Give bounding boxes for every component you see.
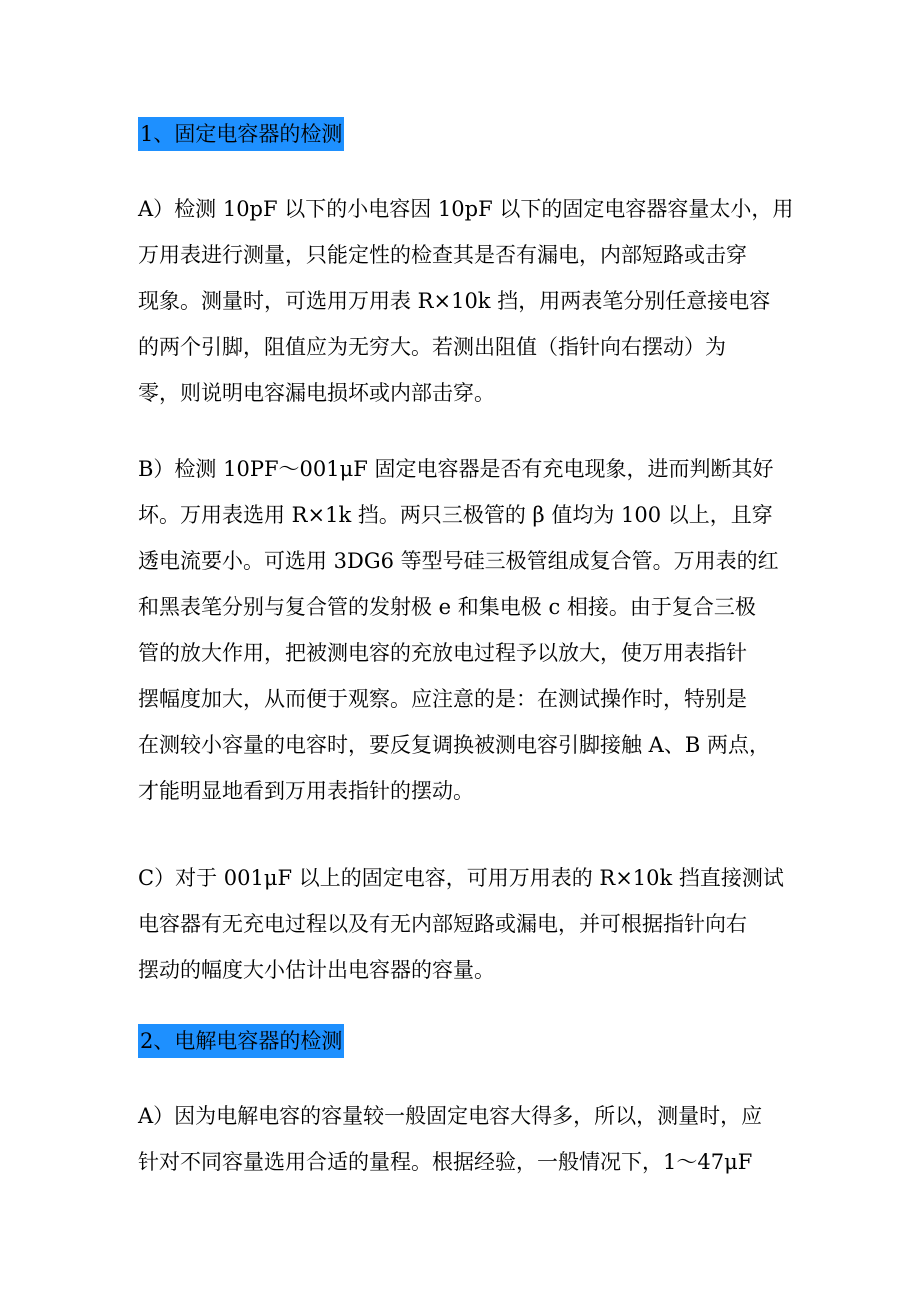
text-line: 透电流要小。可选用 3DG6 等型号硅三极管组成复合管。万用表的红: [138, 549, 779, 573]
text-line: C）对于 001μF 以上的固定电容，可用万用表的 R×10k 挡直接测试: [138, 866, 784, 890]
text-line: 现象。测量时，可选用万用表 R×10k 挡，用两表笔分别任意接电容: [138, 289, 771, 313]
text-line: 的两个引脚，阻值应为无穷大。若测出阻值（指针向右摆动）为: [138, 335, 726, 359]
text-line: 在测较小容量的电容时，要反复调换被测电容引脚接触 A、B 两点，: [138, 733, 770, 757]
text-line: 坏。万用表选用 R×1k 挡。两只三极管的 β 值均为 100 以上，且穿: [138, 503, 773, 527]
paragraph-a-small-capacitor: [138, 186, 794, 416]
text-line: 零，则说明电容漏电损坏或内部击穿。: [138, 381, 495, 405]
text-line: 摆幅度加大，从而便于观察。应注意的是：在测试操作时，特别是: [138, 687, 747, 711]
text-line: B）检测 10PF～001μF 固定电容器是否有充电现象，进而判断其好: [138, 457, 774, 481]
text-line: 管的放大作用，把被测电容的充放电过程予以放大，使万用表指针: [138, 641, 747, 665]
text-line: 电容器有无充电过程以及有无内部短路或漏电，并可根据指针向右: [138, 912, 747, 936]
text-line: 针对不同容量选用合适的量程。根据经验，一般情况下，1～47μF: [138, 1150, 753, 1174]
text-line: 万用表进行测量，只能定性的检查其是否有漏电，内部短路或击穿: [138, 243, 747, 267]
text-line: A）因为电解电容的容量较一般固定电容大得多，所以，测量时，应: [138, 1104, 763, 1128]
paragraph-a-electrolytic: [138, 1093, 788, 1185]
text-line: 摆动的幅度大小估计出电容器的容量。: [138, 958, 495, 982]
section-heading-electrolytic-capacitor: 2、电解电容器的检测: [138, 1024, 344, 1058]
paragraph-c-large-capacitor: [138, 855, 788, 993]
text-line: 和黑表笔分别与复合管的发射极 e 和集电极 c 相接。由于复合三极: [138, 595, 756, 619]
paragraph-b-charging-test: [138, 446, 788, 814]
text-line: 才能明显地看到万用表指针的摆动。: [138, 779, 474, 803]
text-line: A）检测 10pF 以下的小电容因 10pF 以下的固定电容器容量太小，用: [138, 197, 794, 221]
section-heading-fixed-capacitor: 1、固定电容器的检测: [138, 117, 344, 151]
